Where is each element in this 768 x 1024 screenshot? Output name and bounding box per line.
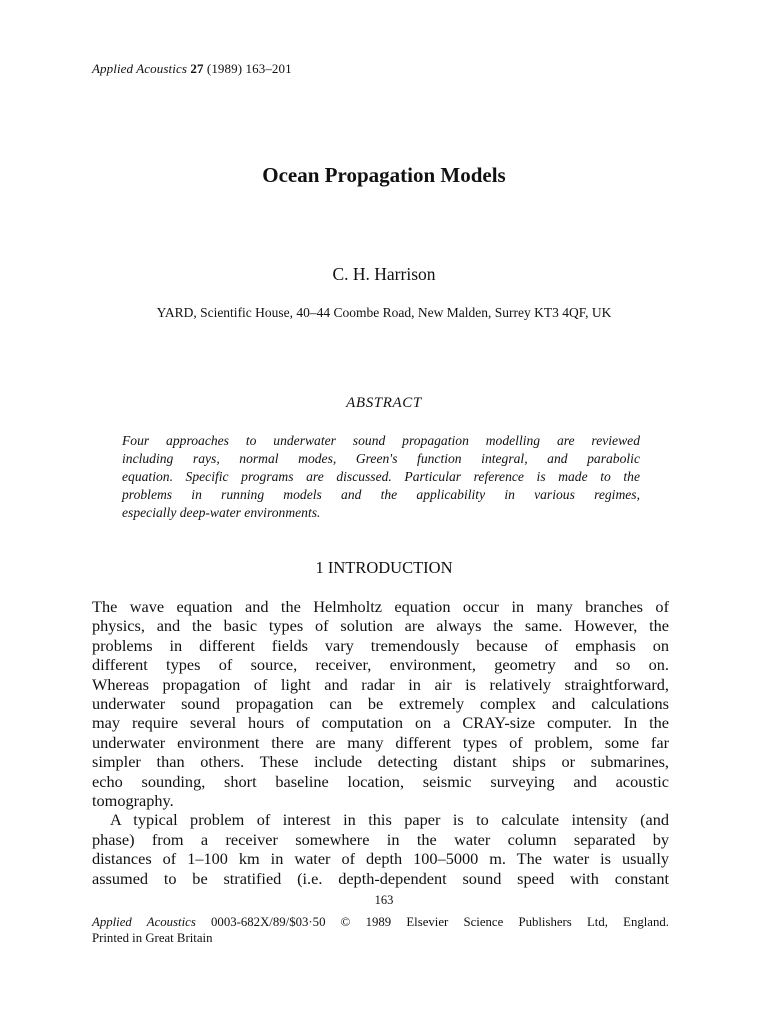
body-line: underwater sound propagation can be extremely complex and calculations	[92, 694, 669, 714]
section-heading-introduction: 1 INTRODUCTION	[315, 558, 453, 577]
body-line: phase) from a receiver somewhere in the water column separated by	[92, 829, 669, 849]
body-line: may require several hours of computation on a CRAY-size computer. In the	[92, 713, 669, 733]
body-line: tomography.	[92, 791, 174, 811]
body-line: Whereas propagation of light and radar in air is relatively straightforward,	[92, 674, 669, 694]
paper-title: Ocean Propagation Models	[262, 163, 506, 187]
body-line: physics, and the basic types of solution are always the same. However, the	[92, 616, 669, 636]
page-number: 163	[374, 893, 394, 907]
journal-name: Applied Acoustics	[92, 61, 187, 76]
body-line: different types of source, receiver, environment, geometry and so on.	[92, 655, 669, 675]
body-line: The wave equation and the Helmholtz equation occur in many branches of	[92, 597, 669, 616]
body-line: echo sounding, short baseline location, seismic surveying and acoustic	[92, 771, 669, 791]
body-line: simpler than others. These include detecting distant ships or submarines,	[92, 752, 669, 772]
abstract-line: including rays, normal modes, Green's function integral, and parabolic	[122, 451, 640, 466]
body-line: problems in different fields vary tremendously because of emphasis on	[92, 635, 669, 655]
abstract-line: Four approaches to underwater sound propagation modelling are reviewed	[122, 433, 640, 448]
body-line: underwater environment there are many different types of problem, some far	[92, 732, 669, 752]
abstract-body	[122, 432, 640, 522]
author-affiliation: YARD, Scientific House, 40–44 Coombe Road, New Malden, Surrey KT3 4QF, UK	[156, 305, 612, 320]
journal-volume: 27	[190, 61, 204, 76]
journal-year-pages: (1989) 163–201	[206, 61, 292, 76]
abstract-heading: ABSTRACT	[346, 395, 422, 411]
body-line: distances of 1–100 km in water of depth 100–5000 m. The water is usually	[92, 849, 669, 869]
abstract-line: problems in running models and the applicability in various regimes,	[122, 487, 640, 502]
page-footer	[92, 914, 669, 946]
body-line: A typical problem of interest in this paper is to calculate intensity (and	[110, 810, 669, 830]
footer-publication-line	[92, 914, 669, 930]
footer-journal-name: Applied Acoustics	[92, 915, 196, 929]
abstract-line: equation. Specific programs are discussed. Particular reference is made to the	[122, 469, 640, 484]
abstract-line: especially deep-water environments.	[122, 505, 321, 520]
body-line: assumed to be stratified (i.e. depth-dependent sound speed with constant	[92, 868, 669, 888]
introduction-body	[92, 597, 669, 888]
paper-author: C. H. Harrison	[332, 264, 436, 284]
footer-issn: 0003-682X/89/$03·50 © 1989 Elsevier Science Publishers Ltd, England.	[211, 915, 669, 929]
journal-reference	[92, 61, 292, 77]
footer-printed: Printed in Great Britain	[92, 931, 213, 945]
